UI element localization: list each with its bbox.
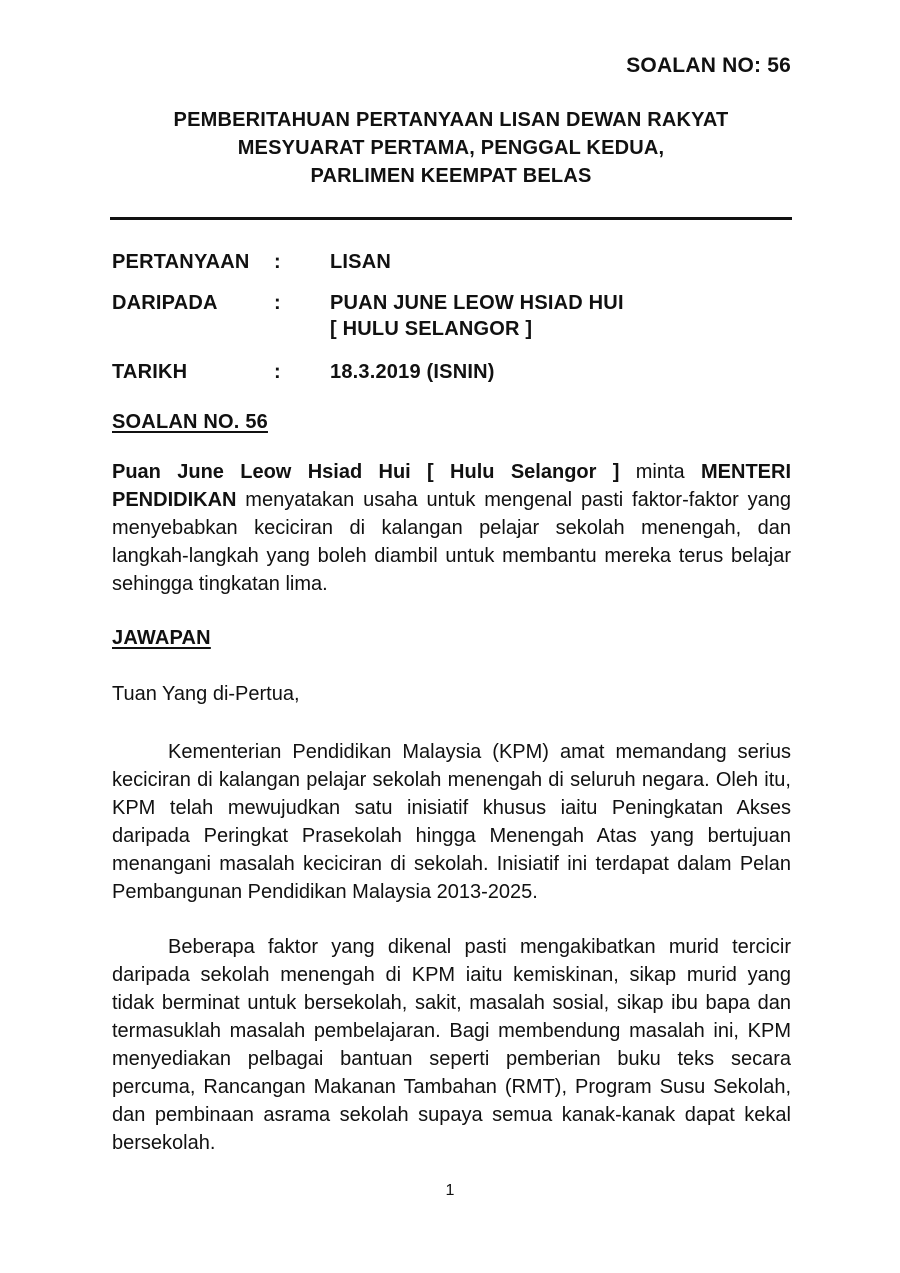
question-minister: MENTERI PENDIDIKAN	[112, 461, 791, 511]
question-text: menyatakan usaha untuk mengenal pasti faktor-faktor yang menyebabkan keciciran di kalangan pelajar sekolah menengah, dan langkah-langkah yang boleh diambil untuk membantu mereka terus belajar sehingga tingkatan lima.	[112, 489, 791, 595]
daripada-label: DARIPADA	[112, 292, 218, 314]
heading-divider	[110, 217, 792, 220]
heading-line-1: PEMBERITAHUAN PERTANYAAN LISAN DEWAN RAKYAT	[173, 109, 729, 131]
tarikh-label: TARIKH	[112, 361, 188, 383]
answer-paragraph-1: Kementerian Pendidikan Malaysia (KPM) amat memandang serius keciciran di kalangan pelajar sekolah menengah di seluruh negara. Oleh itu, KPM telah mewujudkan satu inisiatif khusus iaitu Peningkatan Akses daripada Peringkat Prasekolah hingga Menengah Atas yang bertujuan menangani masalah keciciran di sekolah. Inisiatif ini terdapat dalam Pelan Pembangunan Pendidikan Malaysia 2013-2025.	[112, 741, 791, 903]
page-number: 1	[445, 1182, 455, 1199]
heading-line-3: PARLIMEN KEEMPAT BELAS	[310, 165, 592, 187]
pertanyaan-value: LISAN	[330, 251, 391, 273]
soalan-number-header: SOALAN NO: 56	[626, 54, 791, 77]
pertanyaan-colon: :	[274, 251, 281, 273]
answer-greeting: Tuan Yang di-Pertua,	[112, 683, 300, 705]
tarikh-value: 18.3.2019 (ISNIN)	[330, 361, 495, 383]
answer-heading: JAWAPAN	[112, 627, 211, 649]
question-paragraph	[112, 458, 791, 598]
question-verb: minta	[619, 461, 701, 483]
document-heading	[110, 106, 792, 190]
question-asker: Puan June Leow Hsiad Hui [ Hulu Selangor ]	[112, 461, 620, 483]
question-heading: SOALAN NO. 56	[112, 411, 268, 433]
tarikh-colon: :	[274, 361, 281, 383]
daripada-constituency: [ HULU SELANGOR ]	[330, 318, 533, 340]
daripada-colon: :	[274, 292, 281, 314]
answer-paragraph-2: Beberapa faktor yang dikenal pasti mengakibatkan murid tercicir daripada sekolah menengah di KPM iaitu kemiskinan, sikap murid yang tidak berminat untuk bersekolah, sakit, masalah sosial, sikap ibu bapa dan termasuklah masalah pembelajaran. Bagi membendung masalah ini, KPM menyediakan pelbagai bantuan seperti pemberian buku teks secara percuma, Rancangan Makanan Tambahan (RMT), Program Susu Sekolah, dan pembinaan asrama sekolah supaya semua kanak-kanak dapat kekal bersekolah.	[112, 936, 791, 1154]
daripada-name: PUAN JUNE LEOW HSIAD HUI	[330, 292, 624, 314]
heading-line-2: MESYUARAT PERTAMA, PENGGAL KEDUA,	[237, 137, 665, 159]
pertanyaan-label: PERTANYAAN	[112, 251, 250, 273]
